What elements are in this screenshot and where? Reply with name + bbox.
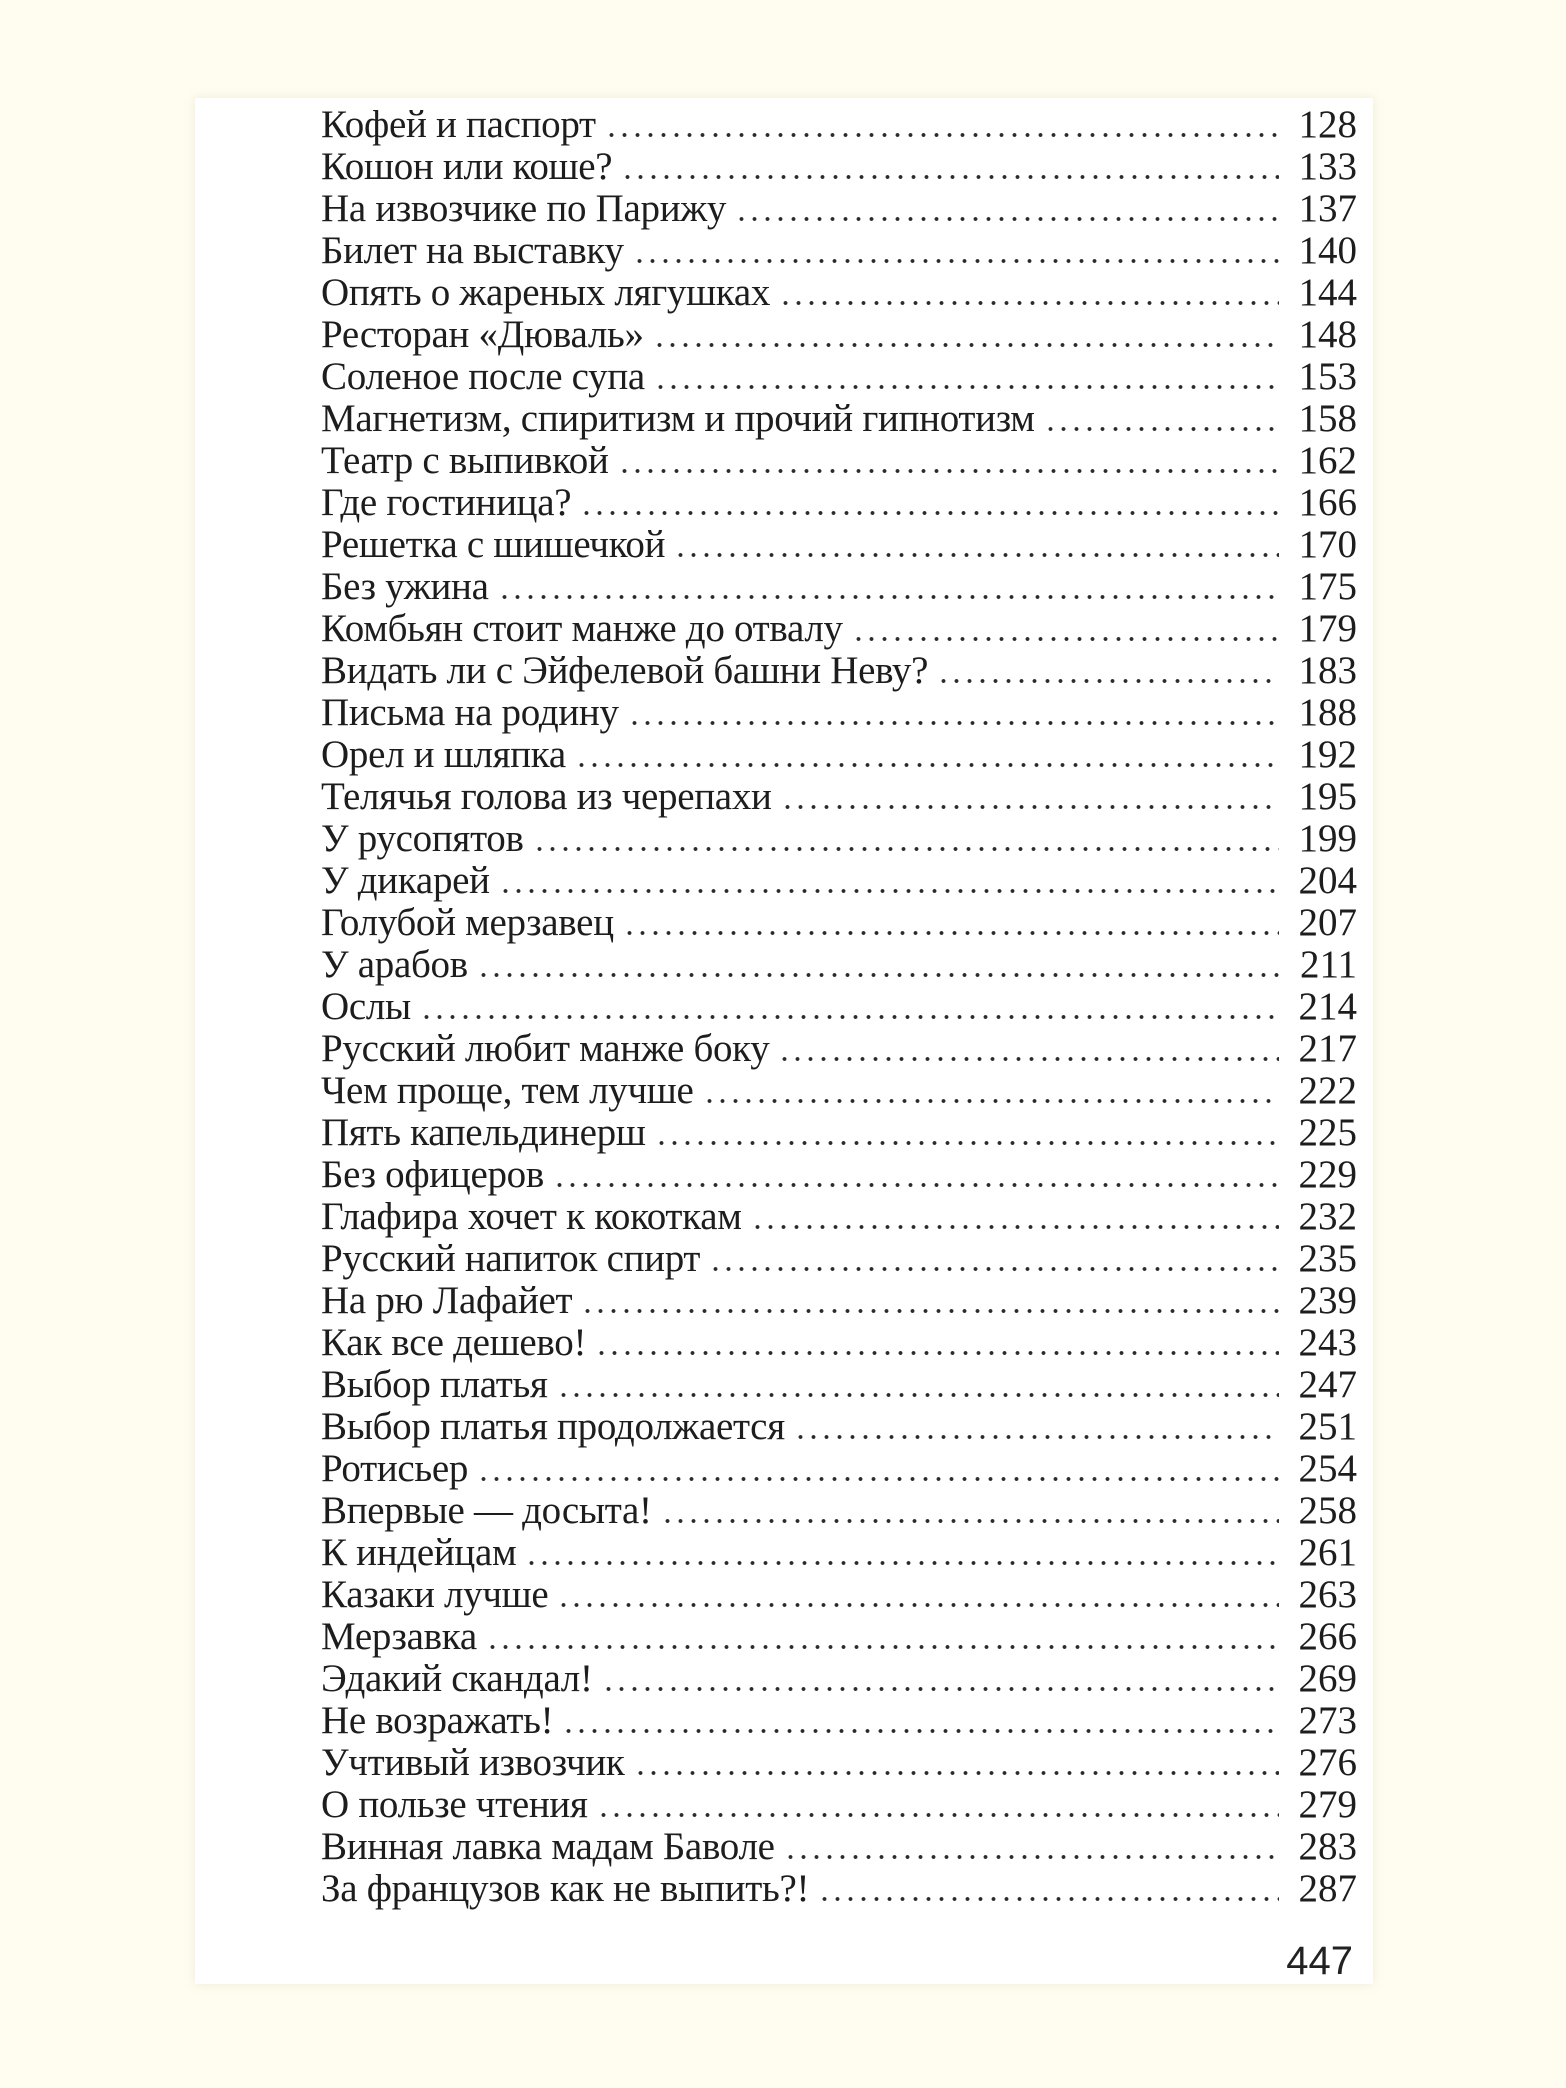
toc-entry-title: Билет на выставку (321, 229, 624, 272)
toc-entry-page: 195 (1298, 775, 1357, 818)
toc-row (321, 944, 1357, 986)
toc-row (321, 1070, 1357, 1112)
toc-entry-title: Мерзавка (321, 1615, 477, 1658)
toc-row (321, 104, 1357, 146)
toc-entry-title: У арабов (321, 943, 468, 986)
toc-row (321, 902, 1357, 944)
toc-entry-page: 287 (1298, 1867, 1357, 1910)
toc-row (321, 398, 1357, 440)
dot-leader-line (703, 1099, 1280, 1103)
toc-entry-title: Русский любит манже боку (321, 1027, 770, 1070)
toc-entry-page: 217 (1298, 1027, 1357, 1070)
dot-leader-line (628, 721, 1279, 725)
toc-entry-title: Не возражать! (321, 1699, 554, 1742)
toc-entry-page: 251 (1298, 1405, 1357, 1448)
toc-entry-title: На рю Лафайет (321, 1279, 573, 1322)
toc-entry-title: Как все дешево! (321, 1321, 587, 1364)
toc-entry-title: Видать ли с Эйфелевой башни Неву? (321, 649, 929, 692)
toc-entry-page: 261 (1298, 1531, 1357, 1574)
toc-entry-page: 266 (1298, 1615, 1357, 1658)
toc-entry-page: 225 (1298, 1111, 1357, 1154)
dot-leader-line (852, 637, 1279, 641)
toc-entry-page: 144 (1298, 271, 1357, 314)
toc-entry-title: На извозчике по Парижу (321, 187, 727, 230)
toc-entry-title: Учтивый извозчик (321, 1741, 625, 1784)
toc-row (321, 566, 1357, 608)
toc-entry-title: Магнетизм, спиритизм и прочий гипнотизм (321, 397, 1035, 440)
dot-leader-line (420, 1015, 1279, 1019)
dot-leader-line (654, 385, 1279, 389)
toc-entry-title: Без ужина (321, 565, 489, 608)
toc-row (321, 1196, 1357, 1238)
toc-entry-page: 254 (1298, 1447, 1357, 1490)
toc-row (321, 272, 1357, 314)
dot-leader-line (621, 175, 1279, 179)
toc-row (321, 482, 1357, 524)
toc-row (321, 608, 1357, 650)
dot-leader-line (781, 805, 1279, 809)
dot-leader-line (784, 1855, 1279, 1859)
toc-row (321, 1700, 1357, 1742)
toc-entry-title: Телячья голова из черепахи (321, 775, 772, 818)
toc-entry-title: Казаки лучше (321, 1573, 549, 1616)
toc-entry-page: 133 (1298, 145, 1357, 188)
toc-row (321, 860, 1357, 902)
toc-row (321, 986, 1357, 1028)
toc-entry-page: 276 (1298, 1741, 1357, 1784)
toc-entry-title: Чем проще, тем лучше (321, 1069, 694, 1112)
toc-row (321, 230, 1357, 272)
dot-leader-line (597, 1813, 1279, 1817)
dot-leader-line (794, 1435, 1279, 1439)
toc-entry-page: 128 (1298, 103, 1357, 146)
toc-row (321, 1112, 1357, 1154)
toc-row (321, 1532, 1357, 1574)
toc-entry-title: К индейцам (321, 1531, 517, 1574)
table-of-contents (321, 104, 1357, 1910)
dot-leader-line (661, 1519, 1279, 1523)
toc-entry-page: 179 (1298, 607, 1357, 650)
dot-leader-line (557, 1393, 1279, 1397)
toc-row (321, 1364, 1357, 1406)
dot-leader-line (779, 301, 1279, 305)
toc-entry-title: Эдакий скандал! (321, 1657, 593, 1700)
toc-row (321, 314, 1357, 356)
dot-leader-line (937, 679, 1279, 683)
dot-leader-line (655, 1141, 1279, 1145)
toc-entry-page: 247 (1298, 1363, 1357, 1406)
dot-leader-line (634, 1771, 1279, 1775)
toc-entry-title: Пять капельдинерш (321, 1111, 646, 1154)
toc-entry-title: Выбор платья продолжается (321, 1405, 785, 1448)
toc-entry-page: 137 (1298, 187, 1357, 230)
toc-entry-title: У дикарей (321, 859, 490, 902)
toc-row (321, 524, 1357, 566)
toc-entry-page: 211 (1299, 943, 1357, 986)
toc-row (321, 1868, 1357, 1910)
dot-leader-line (525, 1561, 1279, 1565)
dot-leader-line (575, 763, 1279, 767)
toc-entry-page: 162 (1298, 439, 1357, 482)
toc-row (321, 1322, 1357, 1364)
toc-entry-page: 140 (1298, 229, 1357, 272)
dot-leader-line (499, 889, 1279, 893)
toc-row (321, 650, 1357, 692)
dot-leader-line (581, 1309, 1279, 1313)
toc-entry-title: Без офицеров (321, 1153, 544, 1196)
page-number: 447 (1286, 1939, 1353, 1983)
dot-leader-line (674, 553, 1279, 557)
dot-leader-line (623, 931, 1279, 935)
toc-entry-page: 204 (1298, 859, 1357, 902)
toc-entry-title: Ресторан «Дюваль» (321, 313, 644, 356)
toc-entry-title: Где гостиница? (321, 481, 572, 524)
toc-entry-page: 239 (1298, 1279, 1357, 1322)
dot-leader-line (580, 511, 1279, 515)
toc-entry-title: О пользе чтения (321, 1783, 588, 1826)
toc-entry-title: Винная лавка мадам Баволе (321, 1825, 775, 1868)
toc-entry-title: Театр с выпивкой (321, 439, 609, 482)
toc-entry-page: 229 (1298, 1153, 1357, 1196)
toc-row (321, 1784, 1357, 1826)
toc-entry-title: Кошон или коше? (321, 145, 613, 188)
dot-leader-line (557, 1603, 1279, 1607)
toc-entry-page: 214 (1298, 985, 1357, 1028)
toc-row (321, 1658, 1357, 1700)
toc-row (321, 440, 1357, 482)
toc-row (321, 1448, 1357, 1490)
toc-row (321, 734, 1357, 776)
toc-entry-title: Решетка с шишечкой (321, 523, 666, 566)
dot-leader-line (498, 595, 1279, 599)
toc-row (321, 1154, 1357, 1196)
toc-row (321, 1742, 1357, 1784)
dot-leader-line (618, 469, 1279, 473)
toc-entry-page: 183 (1298, 649, 1357, 692)
dot-leader-line (818, 1897, 1279, 1901)
toc-row (321, 1028, 1357, 1070)
toc-entry-page: 243 (1298, 1321, 1357, 1364)
toc-row (321, 1490, 1357, 1532)
dot-leader-line (778, 1057, 1279, 1061)
dot-leader-line (633, 259, 1279, 263)
toc-row (321, 1826, 1357, 1868)
toc-entry-page: 148 (1298, 313, 1357, 356)
toc-entry-title: Соленое после супа (321, 355, 645, 398)
toc-entry-title: Орел и шляпка (321, 733, 566, 776)
dot-leader-line (533, 847, 1279, 851)
book-page (195, 98, 1373, 1984)
dot-leader-line (477, 973, 1279, 977)
toc-row (321, 692, 1357, 734)
toc-entry-title: Голубой мерзавец (321, 901, 614, 944)
toc-entry-page: 175 (1298, 565, 1357, 608)
toc-row (321, 818, 1357, 860)
toc-row (321, 1280, 1357, 1322)
toc-entry-page: 273 (1298, 1699, 1357, 1742)
toc-entry-title: Комбьян стоит манже до отвалу (321, 607, 843, 650)
dot-leader-line (1044, 427, 1279, 431)
dot-leader-line (653, 343, 1279, 347)
toc-entry-page: 158 (1298, 397, 1357, 440)
toc-entry-page: 269 (1298, 1657, 1357, 1700)
dot-leader-line (751, 1225, 1279, 1229)
toc-entry-page: 279 (1298, 1783, 1357, 1826)
toc-entry-page: 170 (1298, 523, 1357, 566)
dot-leader-line (477, 1477, 1279, 1481)
dot-leader-line (602, 1687, 1279, 1691)
toc-entry-page: 232 (1298, 1195, 1357, 1238)
toc-entry-page: 263 (1298, 1573, 1357, 1616)
dot-leader-line (595, 1351, 1279, 1355)
toc-entry-page: 258 (1298, 1489, 1357, 1532)
toc-entry-page: 235 (1298, 1237, 1357, 1280)
dot-leader-line (486, 1645, 1279, 1649)
toc-entry-title: У русопятов (321, 817, 524, 860)
toc-row (321, 356, 1357, 398)
toc-row (321, 146, 1357, 188)
toc-entry-title: Ротисьер (321, 1447, 469, 1490)
dot-leader-line (562, 1729, 1279, 1733)
toc-entry-title: Ослы (321, 985, 411, 1028)
toc-entry-title: Письма на родину (321, 691, 619, 734)
toc-entry-title: Русский напиток спирт (321, 1237, 701, 1280)
toc-row (321, 1238, 1357, 1280)
toc-entry-page: 166 (1298, 481, 1357, 524)
toc-entry-page: 207 (1298, 901, 1357, 944)
toc-entry-title: Кофей и паспорт (321, 103, 596, 146)
dot-leader-line (735, 217, 1279, 221)
toc-entry-title: Глафира хочет к кокоткам (321, 1195, 742, 1238)
toc-row (321, 1406, 1357, 1448)
toc-row (321, 1616, 1357, 1658)
toc-entry-page: 153 (1298, 355, 1357, 398)
dot-leader-line (605, 133, 1279, 137)
toc-row (321, 188, 1357, 230)
toc-row (321, 776, 1357, 818)
toc-row (321, 1574, 1357, 1616)
toc-entry-title: Выбор платья (321, 1363, 548, 1406)
toc-entry-page: 199 (1298, 817, 1357, 860)
toc-entry-page: 222 (1298, 1069, 1357, 1112)
toc-entry-title: Опять о жареных лягушках (321, 271, 771, 314)
dot-leader-line (709, 1267, 1279, 1271)
toc-entry-title: Впервые — досыта! (321, 1489, 652, 1532)
dot-leader-line (553, 1183, 1279, 1187)
toc-entry-page: 283 (1298, 1825, 1357, 1868)
toc-entry-page: 192 (1298, 733, 1357, 776)
toc-entry-title: За французов как не выпить?! (321, 1867, 810, 1910)
toc-entry-page: 188 (1298, 691, 1357, 734)
